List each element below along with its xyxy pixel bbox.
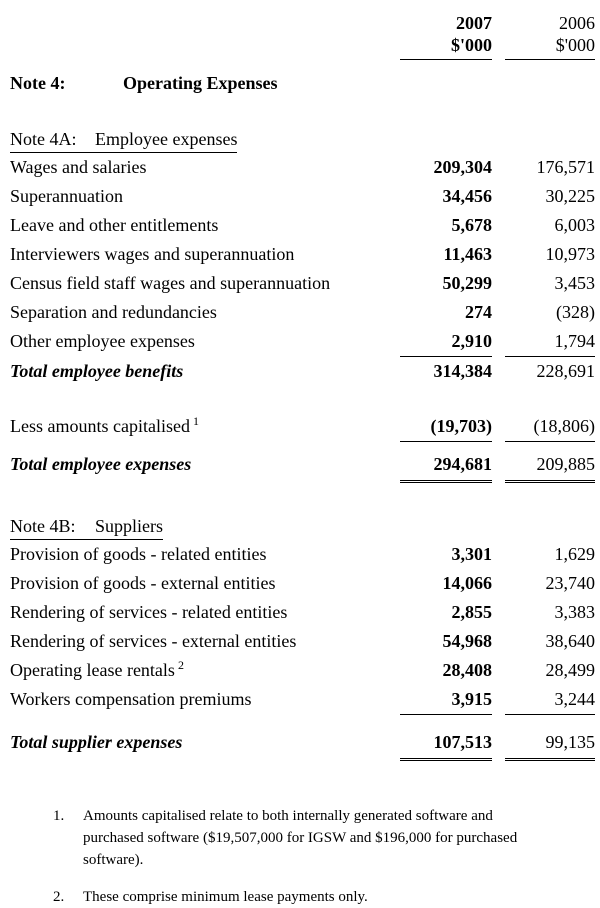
value-2007: 34,456 xyxy=(442,186,492,206)
value-2007: 274 xyxy=(465,302,492,322)
footnote-text: Amounts capitalised relate to both internally generated software and purchased software ($19,507,000 for IGSW and $196,000 for purchased software). xyxy=(83,808,518,868)
value-2007: 3,301 xyxy=(451,544,492,564)
footnotes-block xyxy=(10,805,595,908)
spacer xyxy=(10,386,595,412)
table-row xyxy=(10,327,595,357)
section-a-title: Employee expenses xyxy=(95,129,238,149)
row-label: Provision of goods - related entities xyxy=(10,544,267,564)
value-2007: 54,968 xyxy=(442,631,492,651)
value-2006: 3,244 xyxy=(505,685,595,715)
footnote-ref-2: 2 xyxy=(177,658,184,672)
value-2007: (19,703) xyxy=(400,412,492,442)
row-label: Rendering of services - external entities xyxy=(10,631,297,651)
value-2006: 6,003 xyxy=(554,215,595,235)
table-row xyxy=(10,240,595,269)
row-label: Total employee expenses xyxy=(10,454,192,474)
table-row xyxy=(10,569,595,598)
note-title-text: Operating Expenses xyxy=(123,73,278,93)
footnote-2 xyxy=(53,886,595,908)
row-label: Rendering of services - related entities xyxy=(10,602,288,622)
row-label: Workers compensation premiums xyxy=(10,689,252,709)
value-2007: 2,910 xyxy=(400,327,492,357)
section-b-heading xyxy=(10,514,595,540)
row-label: Wages and salaries xyxy=(10,157,147,177)
row-label-text: Operating lease rentals xyxy=(10,660,175,680)
value-2007: 5,678 xyxy=(451,215,492,235)
total-employee-expenses-row xyxy=(10,449,595,483)
year-2007-header: 2007 xyxy=(456,13,492,33)
unit-2007-header: $'000 xyxy=(400,34,492,60)
table-row xyxy=(10,153,595,182)
total-supplier-expenses-row xyxy=(10,727,595,761)
row-label xyxy=(10,656,400,685)
table-row xyxy=(10,627,595,656)
year-2006-header: 2006 xyxy=(559,13,595,33)
table-row xyxy=(10,269,595,298)
value-2006: 3,453 xyxy=(554,273,595,293)
footnote-number: 2. xyxy=(53,889,65,905)
value-2006: 1,629 xyxy=(554,544,595,564)
value-2006: (328) xyxy=(556,302,595,322)
value-2007: 50,299 xyxy=(442,273,492,293)
row-label xyxy=(10,412,400,441)
unit-2006-header: $'000 xyxy=(505,34,595,60)
row-label: Interviewers wages and superannuation xyxy=(10,244,295,264)
value-2006: 30,225 xyxy=(545,186,595,206)
row-label: Other employee expenses xyxy=(10,331,195,351)
footnote-ref-1: 1 xyxy=(192,414,199,428)
row-label: Census field staff wages and superannuation xyxy=(10,273,331,293)
row-label: Leave and other entitlements xyxy=(10,215,219,235)
row-label: Superannuation xyxy=(10,186,123,206)
table-row xyxy=(10,656,595,685)
value-2006: (18,806) xyxy=(505,412,595,442)
value-2006: 228,691 xyxy=(536,361,595,381)
table-row xyxy=(10,298,595,327)
value-2007: 107,513 xyxy=(400,727,492,761)
value-2006: 38,640 xyxy=(545,631,595,651)
value-2006: 10,973 xyxy=(545,244,595,264)
value-2007: 3,915 xyxy=(400,685,492,715)
spacer xyxy=(10,715,595,727)
section-a-heading-underline xyxy=(10,127,237,153)
value-2007: 314,384 xyxy=(433,361,492,381)
year-header-row xyxy=(10,12,595,34)
spacer xyxy=(10,442,595,449)
footnote-number: 1. xyxy=(53,808,65,824)
note-number: Note 4: xyxy=(10,73,66,93)
table-row xyxy=(10,685,595,715)
value-2006: 176,571 xyxy=(536,157,595,177)
value-2007: 294,681 xyxy=(400,449,492,483)
table-row xyxy=(10,540,595,569)
section-a-heading xyxy=(10,127,595,153)
value-2006: 3,383 xyxy=(554,602,595,622)
total-employee-benefits-row xyxy=(10,357,595,386)
table-row xyxy=(10,211,595,240)
less-amounts-capitalised-row xyxy=(10,412,595,442)
value-2007: 11,463 xyxy=(443,244,492,264)
table-row xyxy=(10,182,595,211)
section-b-title: Suppliers xyxy=(95,516,164,536)
row-label: Separation and redundancies xyxy=(10,302,217,322)
table-row xyxy=(10,598,595,627)
note-title xyxy=(10,70,595,96)
row-label-text: Less amounts capitalised xyxy=(10,416,190,436)
value-2006: 209,885 xyxy=(505,449,595,483)
section-b-number: Note 4B: xyxy=(10,516,76,536)
value-2007: 2,855 xyxy=(451,602,492,622)
row-label: Provision of goods - external entities xyxy=(10,573,276,593)
row-label: Total employee benefits xyxy=(10,361,184,381)
row-label: Total supplier expenses xyxy=(10,732,183,752)
value-2007: 209,304 xyxy=(433,157,492,177)
value-2006: 23,740 xyxy=(545,573,595,593)
value-2007: 28,408 xyxy=(442,660,492,680)
value-2006: 99,135 xyxy=(505,727,595,761)
footnote-1 xyxy=(53,805,595,871)
unit-header-row xyxy=(10,34,595,60)
value-2006: 1,794 xyxy=(505,327,595,357)
section-b-heading-underline xyxy=(10,514,163,540)
value-2006: 28,499 xyxy=(545,660,595,680)
section-a-number: Note 4A: xyxy=(10,129,77,149)
footnote-text: These comprise minimum lease payments only. xyxy=(83,889,368,905)
value-2007: 14,066 xyxy=(442,573,492,593)
